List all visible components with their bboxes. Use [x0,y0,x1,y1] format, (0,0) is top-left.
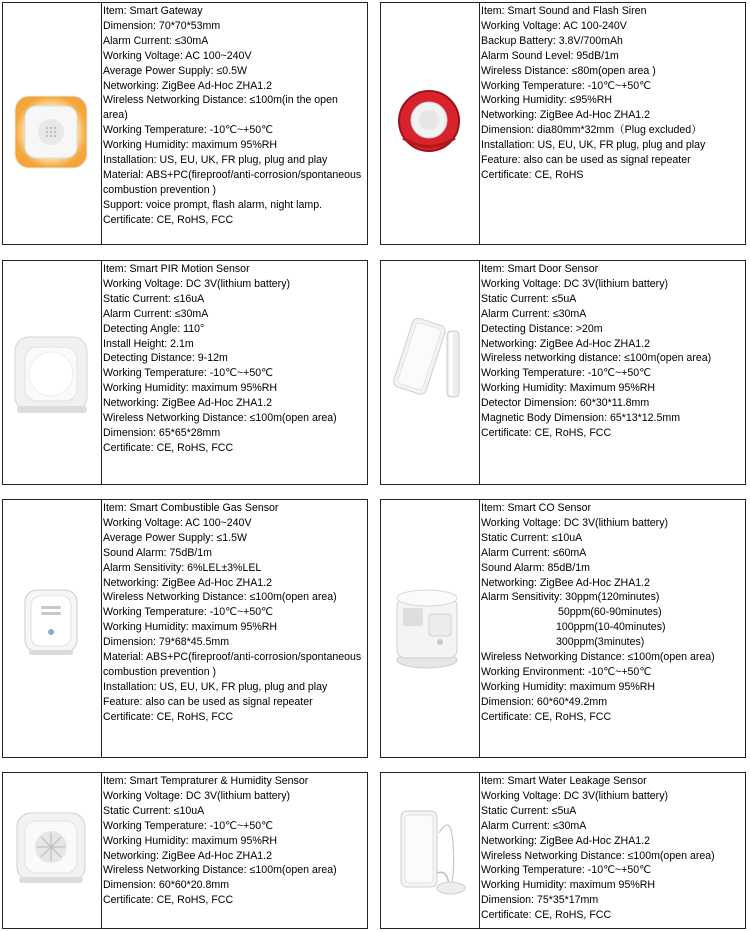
spec-line: Detecting Distance: 9-12m [103,352,228,365]
spec-line: Working Voltage: AC 100-240V [481,19,627,32]
spec-list [103,262,365,456]
temp-humidity-sensor-device-image [3,773,99,928]
spec-line: Dimension: 70*70*53mm [103,19,221,32]
spec-line: Wireless Networking Distance: ≤100m(open area) [103,591,337,604]
product-card-smart-water-sensor [380,772,746,929]
spec-line: Working Voltage: DC 3V(lithium battery) [103,277,291,290]
spec-line: Working Temperature: -10℃~+50℃ [481,864,652,877]
spec-line: Working Voltage: DC 3V(lithium battery) [103,789,291,802]
spec-line: Dimension: 75*35*17mm [481,894,599,907]
spec-line: Working Humidity: maximum 95%RH [103,382,278,395]
spec-line: Working Humidity: ≤95%RH [481,94,613,107]
spec-line: Working Humidity: maximum 95%RH [481,879,656,892]
spec-line: Item: Smart Sound and Flash Siren [481,5,647,17]
product-card-smart-pir-sensor [2,260,368,485]
spec-line: Wireless Networking Distance: ≤100m(open area) [481,849,715,862]
product-card-smart-co-sensor [380,499,746,758]
spec-line: Networking: ZigBee Ad-Hoc ZHA1.2 [481,109,650,122]
spec-line: Item: Smart Door Sensor [481,263,599,275]
spec-line: Alarm Current: ≤30mA [103,34,209,47]
spec-line: Dimension: 60*60*49.2mm [481,695,608,708]
door-sensor-device-image [381,261,477,484]
spec-line: Networking: ZigBee Ad-Hoc ZHA1.2 [481,337,650,350]
spec-line: Working Humidity: maximum 95%RH [103,834,278,847]
spec-line: Working Voltage: AC 100~240V [103,49,252,62]
spec-line: Alarm Sound Level: 95dB/1m [481,49,619,62]
water-sensor-device-image [381,773,477,928]
product-card-smart-siren [380,2,746,245]
spec-list [103,501,365,725]
spec-line: Item: Smart PIR Motion Sensor [103,263,250,275]
spec-line: 300ppm(3minutes) [556,636,645,649]
spec-line: Detector Dimension: 60*30*11.8mm [481,397,650,410]
spec-line: Sound Alarm: 85dB/1m [481,561,590,574]
spec-line: Dimension: 79*68*45.5mm [103,636,230,649]
spec-line: Certificate: CE, RoHS, FCC [481,710,612,723]
product-image-cell [381,500,480,757]
product-image-cell [381,3,480,244]
spec-line: Static Current: ≤5uA [481,292,577,305]
product-image-cell [3,500,102,757]
product-card-smart-gateway [2,2,368,245]
spec-line: Alarm Current: ≤30mA [481,819,587,832]
spec-line: Item: Smart Water Leakage Sensor [481,775,647,787]
spec-line: Working Voltage: AC 100~240V [103,516,252,529]
spec-line: Static Current: ≤10uA [481,531,583,544]
spec-line: Working Voltage: DC 3V(lithium battery) [481,789,669,802]
spec-line: Backup Battery: 3.8V/700mAh [481,34,623,47]
spec-line: Working Temperature: -10℃~+50℃ [103,606,274,619]
spec-line: 100ppm(10-40minutes) [556,621,666,634]
siren-device-image [381,3,477,244]
gas-sensor-device-image [3,500,99,757]
product-image-cell [3,3,102,244]
spec-line: Working Voltage: DC 3V(lithium battery) [481,516,669,529]
spec-line: Wireless Networking Distance: ≤100m(in the open area) [103,94,338,122]
spec-line: Average Power Supply: ≤1.5W [103,531,247,544]
spec-line: Networking: ZigBee Ad-Hoc ZHA1.2 [481,834,650,847]
spec-line: Static Current: ≤5uA [481,804,577,817]
spec-line: Wireless networking distance: ≤100m(open area) [481,352,712,365]
spec-line: Item: Smart Tempraturer & Humidity Sensor [103,775,309,787]
spec-line: 50ppm(60-90minutes) [558,606,662,619]
spec-line: Working Temperature: -10℃~+50℃ [103,124,274,137]
spec-line: Item: Smart Gateway [103,5,203,17]
spec-line: Certificate: CE, RoHS, FCC [103,441,234,454]
spec-line: Alarm Current: ≤60mA [481,546,587,559]
spec-line: Feature: also can be used as signal repeater [103,695,313,708]
spec-line: Certificate: CE, RoHS, FCC [481,909,612,922]
spec-line: Networking: ZigBee Ad-Hoc ZHA1.2 [103,397,272,410]
spec-line: Working Temperature: -10℃~+50℃ [481,79,652,92]
spec-line: Working Environment: -10℃~+50℃ [481,665,652,678]
spec-line: Wireless Networking Distance: ≤100m(open area) [481,651,715,664]
spec-line: Alarm Current: ≤30mA [103,307,209,320]
spec-line: Working Temperature: -10℃~+50℃ [103,367,274,380]
spec-list [481,501,743,725]
spec-line: Certificate: CE, RoHS [481,168,584,181]
spec-line: Support: voice prompt, flash alarm, night lamp. [103,198,323,211]
spec-line: Certificate: CE, RoHS, FCC [103,213,234,226]
product-image-cell [3,773,102,928]
spec-line: Detecting Angle: 110° [103,322,205,335]
spec-line: Networking: ZigBee Ad-Hoc ZHA1.2 [481,576,650,589]
spec-line: Certificate: CE, RoHS, FCC [103,894,234,907]
pir-sensor-device-image [3,261,99,484]
spec-line: Installation: US, EU, UK, FR plug, plug and play [481,139,706,152]
spec-line: Working Voltage: DC 3V(lithium battery) [481,277,669,290]
spec-list [481,262,743,441]
spec-line: Alarm Sensitivity: 30ppm(120minutes) [481,591,660,604]
spec-line: Dimension: dia80mm*32mm（Plug excluded） [481,124,702,137]
spec-line: Networking: ZigBee Ad-Hoc ZHA1.2 [103,849,272,862]
product-card-smart-gas-sensor [2,499,368,758]
product-image-cell [3,261,102,484]
spec-line: Working Humidity: maximum 95%RH [103,621,278,634]
spec-line: Wireless Distance: ≤80m(open area ) [481,64,656,77]
spec-line: Working Humidity: maximum 95%RH [481,680,656,693]
spec-list [481,4,743,183]
spec-line: Dimension: 65*65*28mm [103,426,221,439]
spec-list [481,774,743,923]
spec-line: Feature: also can be used as signal repeater [481,154,691,167]
spec-line: Networking: ZigBee Ad-Hoc ZHA1.2 [103,79,272,92]
spec-line: Material: ABS+PC(fireproof/anti-corrosion/spontaneous combustion prevention ) [103,168,362,196]
spec-line: Installation: US, EU, UK, FR plug, plug and play [103,154,328,167]
spec-line: Static Current: ≤10uA [103,804,205,817]
spec-list [103,4,365,228]
spec-line: Working Humidity: maximum 95%RH [103,139,278,152]
spec-line: Item: Smart CO Sensor [481,502,592,514]
spec-line: Alarm Sensitivity: 6%LEL±3%LEL [103,561,262,574]
spec-line: Item: Smart Combustible Gas Sensor [103,502,279,514]
spec-line: Working Temperature: -10℃~+50℃ [481,367,652,380]
spec-line: Material: ABS+PC(fireproof/anti-corrosion/spontaneous combustion prevention ) [103,651,362,678]
spec-line: Wireless Networking Distance: ≤100m(open area) [103,864,337,877]
spec-line: Magnetic Body Dimension: 65*13*12.5mm [481,412,681,425]
spec-line: Networking: ZigBee Ad-Hoc ZHA1.2 [103,576,272,589]
product-card-smart-temp-humidity-sensor [2,772,368,929]
spec-line: Working Temperature: -10℃~+50℃ [103,819,274,832]
spec-line: Install Height: 2.1m [103,337,194,350]
spec-line: Dimension: 60*60*20.8mm [103,879,230,892]
product-image-cell [381,261,480,484]
product-card-smart-door-sensor [380,260,746,485]
spec-line: Installation: US, EU, UK, FR plug, plug and play [103,680,328,693]
spec-line: Wireless Networking Distance: ≤100m(open area) [103,412,337,425]
spec-line: Alarm Current: ≤30mA [481,307,587,320]
spec-line: Certificate: CE, RoHS, FCC [481,426,612,439]
gateway-device-image [3,3,99,244]
product-image-cell [381,773,480,928]
spec-line: Static Current: ≤16uA [103,292,205,305]
spec-list [103,774,365,908]
spec-line: Sound Alarm: 75dB/1m [103,546,212,559]
spec-line: Detecting Distance: >20m [481,322,603,335]
co-sensor-device-image [381,500,477,757]
spec-line: Average Power Supply: ≤0.5W [103,64,247,77]
spec-line: Working Humidity: Maximum 95%RH [481,382,656,395]
spec-line: Certificate: CE, RoHS, FCC [103,710,234,723]
